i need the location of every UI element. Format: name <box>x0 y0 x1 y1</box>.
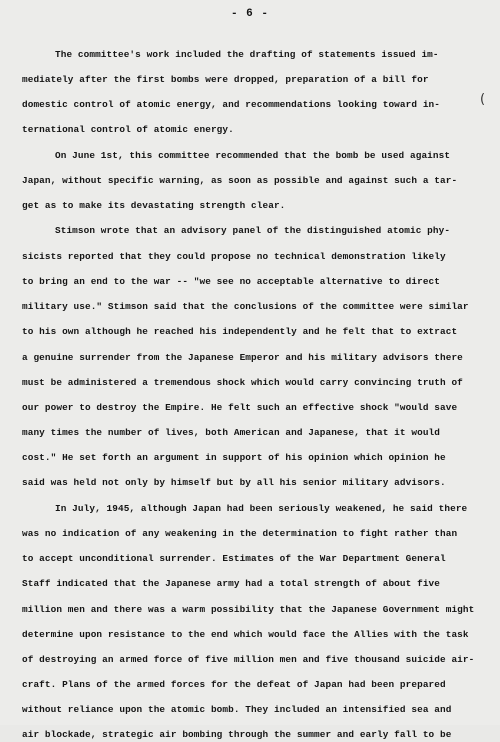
text-line: determine upon resistance to the end which would face the Allies with the task <box>22 629 469 640</box>
text-line: must be administered a tremendous shock which would carry convincing truth of <box>22 377 463 388</box>
text-line: to his own although he reached his independently and he felt that to extract <box>22 326 458 337</box>
text-line: air blockade, strategic air bombing through the summer and early fall to be <box>22 729 452 740</box>
text-line: million men and there was a warm possibility that the Japanese Government might <box>22 604 475 615</box>
text-line: military use." Stimson said that the conclusions of the committee were similar <box>22 301 469 312</box>
text-line: to accept unconditional surrender. Estimates of the War Department General <box>22 553 446 564</box>
text-line: our power to destroy the Empire. He felt such an effective shock "would save <box>22 402 458 413</box>
text-line: In July, 1945, although Japan had been seriously weakened, he said there <box>55 503 468 514</box>
text-line: get as to make its devastating strength clear. <box>22 200 286 211</box>
text-line: said was held not only by himself but by all his senior military advisors. <box>22 477 446 488</box>
text-line: was no indication of any weakening in the determination to fight rather than <box>22 528 458 539</box>
text-line: Staff indicated that the Japanese army had a total strength of about five <box>22 578 440 589</box>
text-line: On June 1st, this committee recommended that the bomb be used against <box>55 150 451 161</box>
margin-bracket-mark: ( <box>480 92 486 107</box>
text-line: domestic control of atomic energy, and recommendations looking toward in- <box>22 99 440 110</box>
text-line: mediately after the first bombs were dropped, preparation of a bill for <box>22 74 429 85</box>
text-line: The committee's work included the drafting of statements issued im- <box>55 49 439 60</box>
text-line: Japan, without specific warning, as soon as possible and against such a tar- <box>22 175 458 186</box>
page-number: - 6 - <box>230 8 269 20</box>
text-line: of destroying an armed force of five million men and five thousand suicide air- <box>22 654 475 665</box>
text-line: cost." He set forth an argument in support of his opinion which opinion he <box>22 452 446 463</box>
text-line: many times the number of lives, both American and Japanese, that it would <box>22 427 440 438</box>
text-line: a genuine surrender from the Japanese Emperor and his military advisors there <box>22 352 463 363</box>
text-line: craft. Plans of the armed forces for the defeat of Japan had been prepared <box>22 679 446 690</box>
text-line: without reliance upon the atomic bomb. They included an intensified sea and <box>22 704 452 715</box>
text-line: ternational control of atomic energy. <box>22 124 234 135</box>
text-line: to bring an end to the war -- "we see no acceptable alternative to direct <box>22 276 440 287</box>
text-line: sicists reported that they could propose no technical demonstration likely <box>22 251 446 262</box>
text-line: Stimson wrote that an advisory panel of the distinguished atomic phy- <box>55 225 451 236</box>
